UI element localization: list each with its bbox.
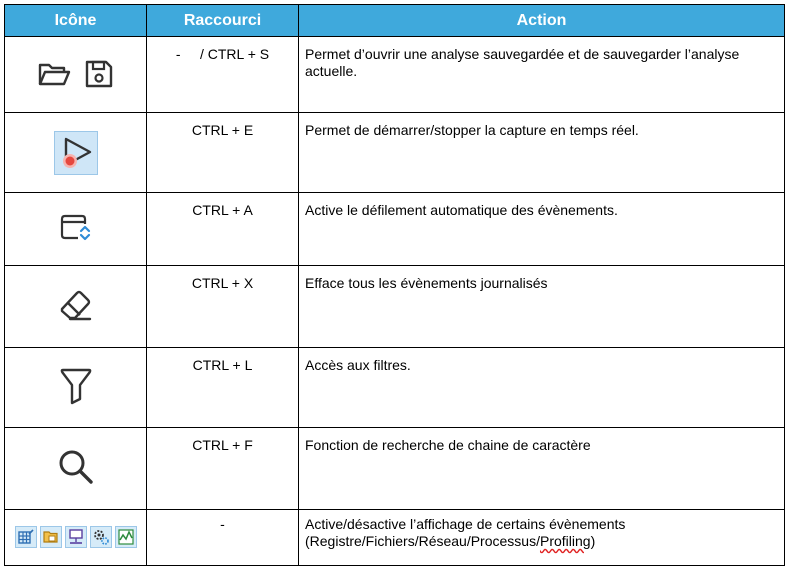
save-disk-icon <box>83 58 115 90</box>
table-row <box>5 348 785 428</box>
table-row <box>5 193 785 266</box>
header-row <box>5 5 785 37</box>
header-icon: Icône <box>5 5 147 37</box>
action-line-2-suffix: ) <box>590 533 596 549</box>
action-cell: Accès aux filtres. <box>299 348 785 428</box>
capture-record-icon <box>54 131 98 175</box>
action-cell <box>299 510 785 566</box>
action-cell: Fonction de recherche de chaine de caractère <box>299 428 785 510</box>
filter-funnel-icon <box>58 366 94 406</box>
icon-cell <box>5 193 147 266</box>
shortcut-cell: CTRL + E <box>147 113 299 193</box>
search-icon <box>56 447 96 487</box>
files-icon <box>40 526 62 548</box>
icon-cell <box>5 266 147 348</box>
folder-open-icon <box>37 59 71 89</box>
process-icon <box>90 526 112 548</box>
header-shortcut: Raccourci <box>147 5 299 37</box>
action-line-1: Active/désactive l’affichage de certains évènements <box>305 516 626 532</box>
table-row <box>5 37 785 113</box>
icon-cell <box>5 428 147 510</box>
header-action: Action <box>299 5 785 37</box>
table-row <box>5 113 785 193</box>
shortcut-table <box>4 4 785 566</box>
action-cell: Permet de démarrer/stopper la capture en temps réel. <box>299 113 785 193</box>
shortcut-cell: - / CTRL + S <box>147 37 299 113</box>
shortcut-cell: CTRL + L <box>147 348 299 428</box>
table-row <box>5 510 785 566</box>
auto-scroll-icon <box>58 212 94 244</box>
icon-cell <box>5 510 147 566</box>
icon-cell <box>5 37 147 113</box>
shortcut-cell: CTRL + A <box>147 193 299 266</box>
registry-icon <box>15 526 37 548</box>
icon-cell <box>5 348 147 428</box>
table-row <box>5 428 785 510</box>
shortcut-cell: CTRL + F <box>147 428 299 510</box>
action-cell: Efface tous les évènements journalisés <box>299 266 785 348</box>
eraser-icon <box>56 285 96 325</box>
network-icon <box>65 526 87 548</box>
action-cell: Active le défilement automatique des évènements. <box>299 193 785 266</box>
shortcut-cell: CTRL + X <box>147 266 299 348</box>
action-cell: Permet d’ouvrir une analyse sauvegardée et de sauvegarder l’analyse actuelle. <box>299 37 785 113</box>
icon-cell <box>5 113 147 193</box>
action-line-2-prefix: (Registre/Fichiers/Réseau/Processus/ <box>305 533 540 549</box>
profiling-icon <box>115 526 137 548</box>
table-row <box>5 266 785 348</box>
shortcut-cell: - <box>147 510 299 566</box>
spellcheck-underlined-word: Profiling <box>539 533 591 549</box>
